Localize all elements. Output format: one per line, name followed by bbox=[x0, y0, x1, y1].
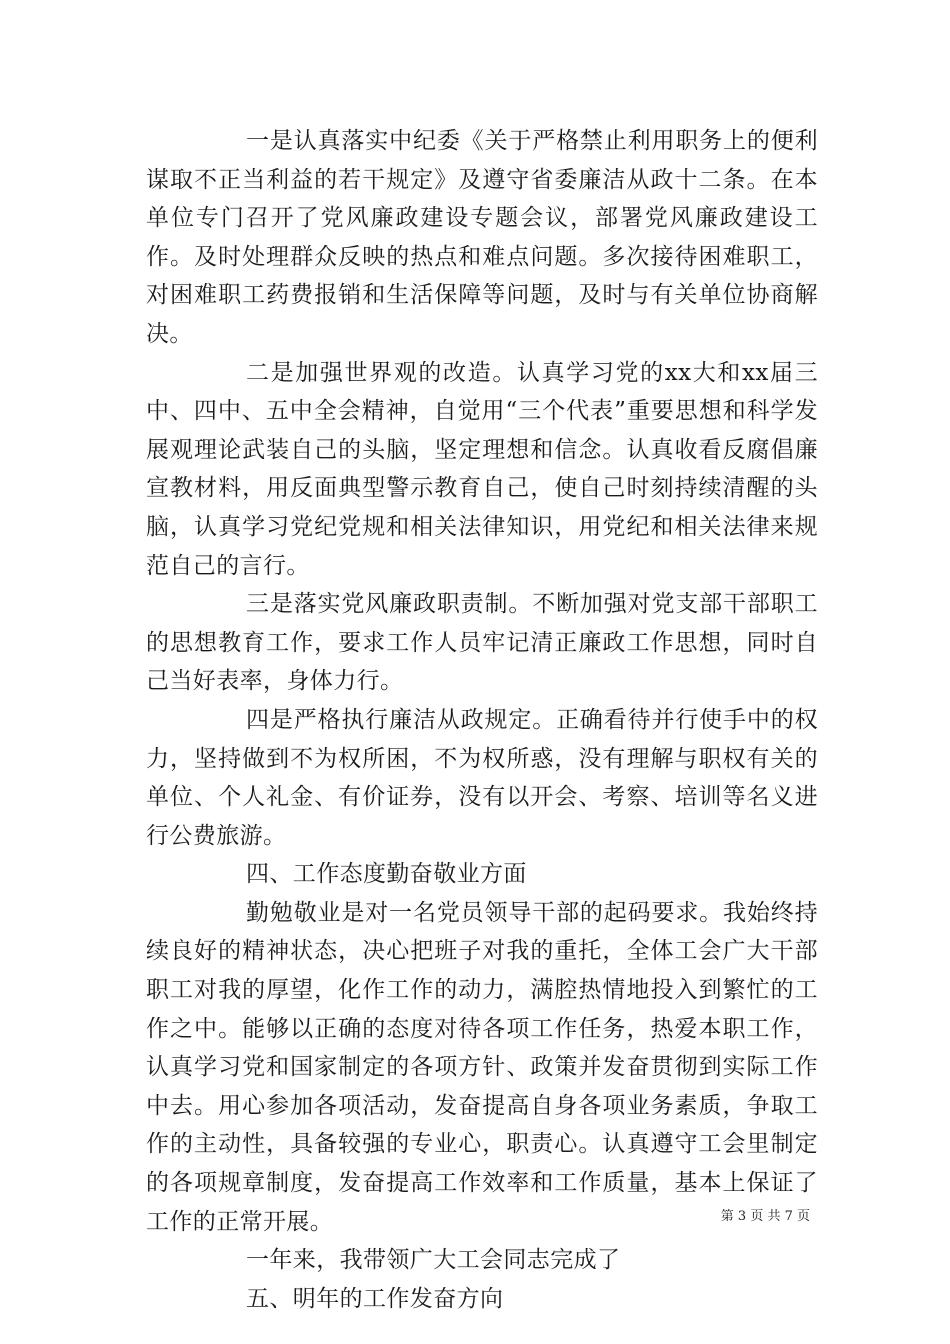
paragraph-discipline-rules: 一是认真落实中纪委《关于严格禁止利用职务上的便利谋取不正当利益的若干规定》及遵守省委廉洁从政十二条。在本单位专门召开了党风廉政建设专题会议，部署党风廉政建设工作。及时处理群众反映的热点和难点问题。多次接待困难职工，对困难职工药费报销和生活保障等问题，及时与有关单位协商解决。 bbox=[146, 128, 818, 347]
paragraph-responsibility: 三是落实党风廉政职责制。不断加强对党支部干部职工的思想教育工作，要求工作人员牢记清正廉政工作思想，同时自己当好表率，身体力行。 bbox=[146, 591, 818, 695]
page-number-footer: 第 3 页 共 7 页 bbox=[720, 1209, 810, 1224]
document-body bbox=[146, 122, 818, 1318]
paragraph-integrity: 四是严格执行廉洁从政规定。正确看待并行使手中的权力，坚持做到不为权所困，不为权所惑，没有理解与职权有关的单位、个人礼金、有价证券，没有以开会、考察、培训等名义进行公费旅游。 bbox=[146, 706, 818, 849]
section-heading-work-attitude: 四、工作态度勤奋敬业方面 bbox=[246, 861, 527, 888]
paragraph-dedication: 勤勉敬业是对一名党员领导干部的起码要求。我始终持续良好的精神状态，决心把班子对我的重托，全体工会广大干部职工对我的厚望，化作工作的动力，满腔热情地投入到繁忙的工作之中。能够以正确的态度对待各项工作任务，热爱本职工作，认真学习党和国家制定的各项方针、政策并发奋贯彻到实际工作中去。用心参加各项活动，发奋提高自身各项业务素质，争取工作的主动性，具备较强的专业心，职责心。认真遵守工会里制定的各项规章制度，发奋提高工作效率和工作质量，基本上保证了工作的正常开展。 bbox=[146, 899, 818, 1235]
section-heading-next-year: 五、明年的工作发奋方向 bbox=[246, 1285, 504, 1312]
paragraph-worldview: 二是加强世界观的改造。认真学习党的xx大和xx届三中、四中、五中全会精神，自觉用“三个代表”重要思想和科学发展观理论武装自己的头脑，坚定理想和信念。认真收看反腐倡廉宣教材料，用反面典型警示教育自己，使自己时刻持续清醒的头脑，认真学习党纪党规和相关法律知识，用党纪和相关法律来规范自己的言行。 bbox=[146, 359, 818, 579]
paragraph-year-summary: 一年来，我带领广大工会同志完成了 bbox=[246, 1247, 621, 1274]
